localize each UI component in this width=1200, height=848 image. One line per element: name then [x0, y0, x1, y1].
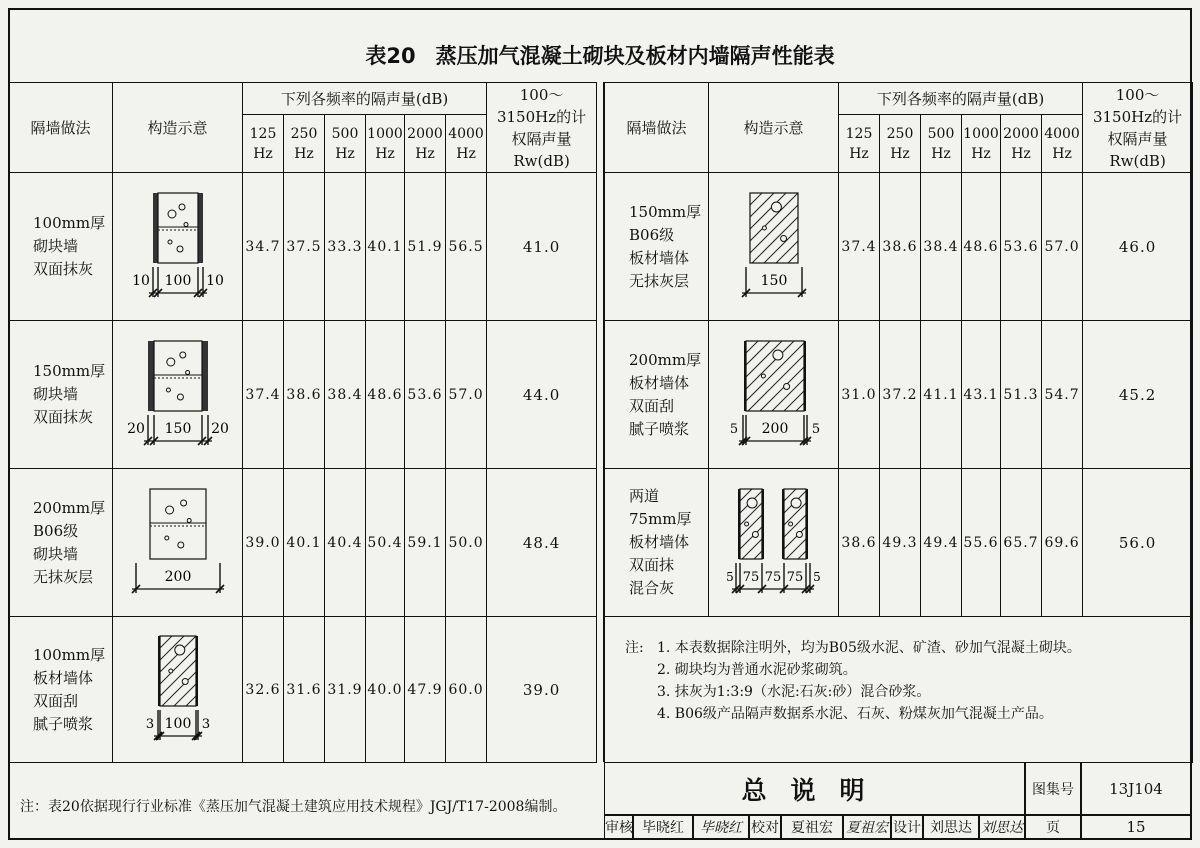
check-label: 校对	[748, 814, 782, 840]
table-row	[605, 321, 1193, 469]
freq-value: 250	[886, 125, 914, 142]
method-line: 砌块墙	[33, 237, 79, 255]
diagram-header: 构造示意	[113, 83, 243, 173]
diagram-cell	[709, 321, 839, 469]
dimension-label: 5	[811, 421, 820, 437]
wall-method	[9, 173, 113, 321]
method-header: 隔墙做法	[9, 83, 113, 173]
drawing-title: 总说明	[604, 762, 1026, 816]
atlas-number: 13J104	[1080, 762, 1192, 816]
sound-value: 32.6	[243, 617, 284, 763]
freq-header-125	[243, 115, 284, 173]
wall-section-diagram	[114, 471, 242, 611]
sound-value: 54.7	[1042, 321, 1083, 469]
rw-value: 46.0	[1083, 173, 1193, 321]
sound-value: 38.6	[880, 173, 921, 321]
freq-value: 1000	[963, 125, 999, 142]
sound-value: 37.5	[284, 173, 325, 321]
sound-value: 34.7	[243, 173, 284, 321]
diagram-cell	[113, 173, 243, 321]
dimension-label: 5	[729, 421, 738, 437]
wall-method	[605, 173, 709, 321]
freq-group-header: 下列各频率的隔声量(dB)	[243, 83, 487, 115]
dimension-label: 20	[210, 420, 229, 437]
rw-value: 56.0	[1083, 469, 1193, 617]
method-line: 双面抹灰	[33, 260, 94, 278]
method-line: B06级	[629, 225, 675, 244]
sound-value: 53.6	[1001, 173, 1042, 321]
freq-header-1000	[366, 115, 405, 173]
rw-value: 39.0	[487, 617, 597, 763]
table-row	[9, 469, 597, 617]
sound-value: 65.7	[1001, 469, 1042, 617]
method-header: 隔墙做法	[605, 83, 709, 173]
freq-header-2000	[1001, 115, 1042, 173]
dimension-label: 100	[164, 715, 191, 732]
sound-value: 57.0	[446, 321, 487, 469]
designer-signature: 刘思达	[978, 814, 1026, 840]
dimension-label: 75	[742, 569, 759, 585]
freq-unit: Hz	[253, 145, 273, 162]
freq-header-4000	[1042, 115, 1083, 173]
dimension-label: 20	[126, 420, 145, 437]
page-number: 15	[1080, 814, 1192, 840]
sound-value: 41.1	[921, 321, 962, 469]
wall-section-diagram	[710, 175, 838, 315]
method-line: 砌块墙	[33, 385, 79, 403]
diagram-cell	[113, 321, 243, 469]
sound-value: 69.6	[1042, 469, 1083, 617]
table-row	[9, 617, 597, 763]
wall-method	[9, 321, 113, 469]
note-item: 3. 抹灰为1:3:9（水泥:石灰:砂）混合砂浆。	[657, 684, 931, 700]
sound-value: 38.6	[839, 469, 880, 617]
sound-value: 48.6	[962, 173, 1001, 321]
diagram-cell	[113, 617, 243, 763]
wall-method	[605, 469, 709, 617]
sound-value: 31.0	[839, 321, 880, 469]
atlas-label: 图集号	[1024, 762, 1082, 816]
sound-value: 38.4	[325, 321, 366, 469]
sound-value: 38.4	[921, 173, 962, 321]
sound-value: 50.0	[446, 469, 487, 617]
freq-value: 2000	[407, 125, 443, 142]
sound-value: 39.0	[243, 469, 284, 617]
rw-value: 48.4	[487, 469, 597, 617]
sound-value: 33.3	[325, 173, 366, 321]
review-label: 审核	[604, 814, 634, 840]
sound-value: 37.4	[243, 321, 284, 469]
sound-value: 43.1	[962, 321, 1001, 469]
rw-header: 100～3150Hz的计权隔声量Rw(dB)	[1083, 83, 1193, 173]
sound-value: 31.6	[284, 617, 325, 763]
method-line: 无抹灰层	[629, 271, 690, 290]
freq-unit: Hz	[335, 145, 355, 162]
freq-unit: Hz	[456, 145, 476, 162]
method-line: 双面抹	[629, 556, 675, 574]
left-sound-table	[8, 82, 597, 763]
sound-value: 48.6	[366, 321, 405, 469]
column-divider	[596, 82, 604, 762]
sound-value: 57.0	[1042, 173, 1083, 321]
method-line: 两道	[629, 487, 660, 505]
rw-header: 100～3150Hz的计权隔声量Rw(dB)	[487, 83, 597, 173]
table-row	[9, 173, 597, 321]
freq-value: 125	[845, 125, 873, 142]
freq-value: 500	[331, 125, 359, 142]
sound-value: 40.0	[366, 617, 405, 763]
wall-section-diagram	[114, 175, 242, 315]
freq-header-4000	[446, 115, 487, 173]
freq-value: 4000	[448, 125, 484, 142]
freq-unit: Hz	[1052, 145, 1072, 162]
freq-unit: Hz	[931, 145, 951, 162]
right-sound-table	[604, 82, 1193, 763]
wall-section-diagram	[114, 323, 242, 463]
dimension-label: 150	[164, 420, 191, 437]
dimension-label: 75	[764, 569, 781, 585]
method-line: 双面刮	[629, 396, 675, 415]
sound-value: 37.4	[839, 173, 880, 321]
sound-value: 53.6	[405, 321, 446, 469]
sound-value: 50.4	[366, 469, 405, 617]
sound-value: 47.9	[405, 617, 446, 763]
freq-header-250	[880, 115, 921, 173]
wall-section-diagram	[710, 471, 838, 611]
rw-value: 45.2	[1083, 321, 1193, 469]
sound-value: 40.4	[325, 469, 366, 617]
freq-unit: Hz	[294, 145, 314, 162]
method-line: 75mm厚	[629, 510, 692, 528]
method-line: 腻子喷浆	[33, 714, 94, 733]
dimension-label: 5	[725, 569, 734, 584]
dimension-label: 150	[760, 272, 787, 289]
dimension-label: 5	[812, 569, 821, 584]
freq-header-2000	[405, 115, 446, 173]
design-label: 设计	[890, 814, 924, 840]
freq-header-500	[325, 115, 366, 173]
sound-value: 40.1	[284, 469, 325, 617]
method-line: 混合灰	[629, 579, 675, 597]
freq-unit: Hz	[1011, 145, 1031, 162]
sound-value: 49.4	[921, 469, 962, 617]
sound-value: 31.9	[325, 617, 366, 763]
page-label: 页	[1024, 814, 1082, 840]
dimension-label: 3	[145, 716, 154, 732]
designer-name: 刘思达	[922, 814, 980, 840]
table-row	[605, 469, 1193, 617]
page-title	[8, 40, 1192, 70]
freq-unit: Hz	[415, 145, 435, 162]
freq-group-header: 下列各频率的隔声量(dB)	[839, 83, 1083, 115]
table-title: 蒸压加气混凝土砌块及板材内墙隔声性能表	[435, 44, 835, 68]
wall-method	[605, 321, 709, 469]
freq-value: 2000	[1003, 125, 1039, 142]
freq-header-500	[921, 115, 962, 173]
rw-value: 41.0	[487, 173, 597, 321]
notes-lead: 注:	[625, 640, 644, 656]
method-line: 150mm厚	[629, 202, 702, 221]
diagram-header: 构造示意	[709, 83, 839, 173]
method-line: 150mm厚	[33, 362, 106, 380]
sound-value: 37.2	[880, 321, 921, 469]
diagram-cell	[709, 173, 839, 321]
dimension-label: 10	[131, 272, 150, 289]
title-block	[604, 762, 1192, 840]
sound-value: 51.3	[1001, 321, 1042, 469]
sound-value: 56.5	[446, 173, 487, 321]
sound-value: 51.9	[405, 173, 446, 321]
footnote: 注：表20依据现行行业标准《蒸压加气混凝土建筑应用技术规程》JGJ/T17-2008编制。	[20, 799, 567, 815]
rw-value: 44.0	[487, 321, 597, 469]
wall-method	[9, 617, 113, 763]
table-row	[605, 173, 1193, 321]
notes-block	[605, 617, 1193, 763]
note-item: 2. 砌块均为普通水泥砂浆砌筑。	[657, 662, 857, 678]
note-item: 1. 本表数据除注明外，均为B05级水泥、矿渣、砂加气混凝土砌块。	[657, 640, 1081, 656]
method-line: 无抹灰层	[33, 567, 94, 586]
sound-value: 40.1	[366, 173, 405, 321]
freq-value: 1000	[367, 125, 403, 142]
sound-value: 38.6	[284, 321, 325, 469]
reviewer-name: 毕晓红	[632, 814, 694, 840]
sound-value: 49.3	[880, 469, 921, 617]
method-line: 板材墙体	[33, 668, 94, 687]
wall-section-diagram	[710, 323, 838, 463]
table-row	[9, 321, 597, 469]
freq-unit: Hz	[971, 145, 991, 162]
freq-value: 4000	[1044, 125, 1080, 142]
dimension-label: 200	[164, 568, 191, 585]
method-line: 砌块墙	[33, 544, 79, 563]
freq-value: 500	[927, 125, 955, 142]
checker-name: 夏祖宏	[780, 814, 844, 840]
freq-unit: Hz	[375, 145, 395, 162]
method-line: 板材墙体	[629, 533, 690, 551]
freq-unit: Hz	[890, 145, 910, 162]
dimension-label: 10	[205, 272, 224, 289]
freq-header-1000	[962, 115, 1001, 173]
method-line: 100mm厚	[33, 645, 106, 664]
dimension-label: 3	[201, 716, 210, 732]
method-line: 双面刮	[33, 691, 79, 710]
wall-method	[9, 469, 113, 617]
method-line: 板材墙体	[629, 248, 690, 267]
diagram-cell	[709, 469, 839, 617]
method-line: B06级	[33, 521, 79, 540]
sound-value: 59.1	[405, 469, 446, 617]
freq-unit: Hz	[849, 145, 869, 162]
diagram-cell	[113, 469, 243, 617]
freq-value: 125	[249, 125, 277, 142]
sound-value: 60.0	[446, 617, 487, 763]
freq-header-125	[839, 115, 880, 173]
reviewer-signature: 毕晓红	[692, 814, 750, 840]
dimension-label: 100	[164, 272, 191, 289]
wall-section-diagram	[114, 618, 242, 758]
method-line: 100mm厚	[33, 214, 106, 232]
dimension-label: 200	[761, 420, 788, 437]
method-line: 200mm厚	[33, 498, 106, 517]
method-line: 双面抹灰	[33, 408, 94, 426]
sound-value: 55.6	[962, 469, 1001, 617]
freq-value: 250	[290, 125, 318, 142]
dimension-label: 75	[786, 569, 803, 585]
method-line: 腻子喷浆	[629, 419, 690, 438]
checker-signature: 夏祖宏	[842, 814, 892, 840]
method-line: 200mm厚	[629, 350, 702, 369]
note-item: 4. B06级产品隔声数据系水泥、石灰、粉煤灰加气混凝土产品。	[657, 706, 1053, 722]
table-number: 表20	[365, 44, 416, 68]
freq-header-250	[284, 115, 325, 173]
method-line: 板材墙体	[629, 373, 690, 392]
